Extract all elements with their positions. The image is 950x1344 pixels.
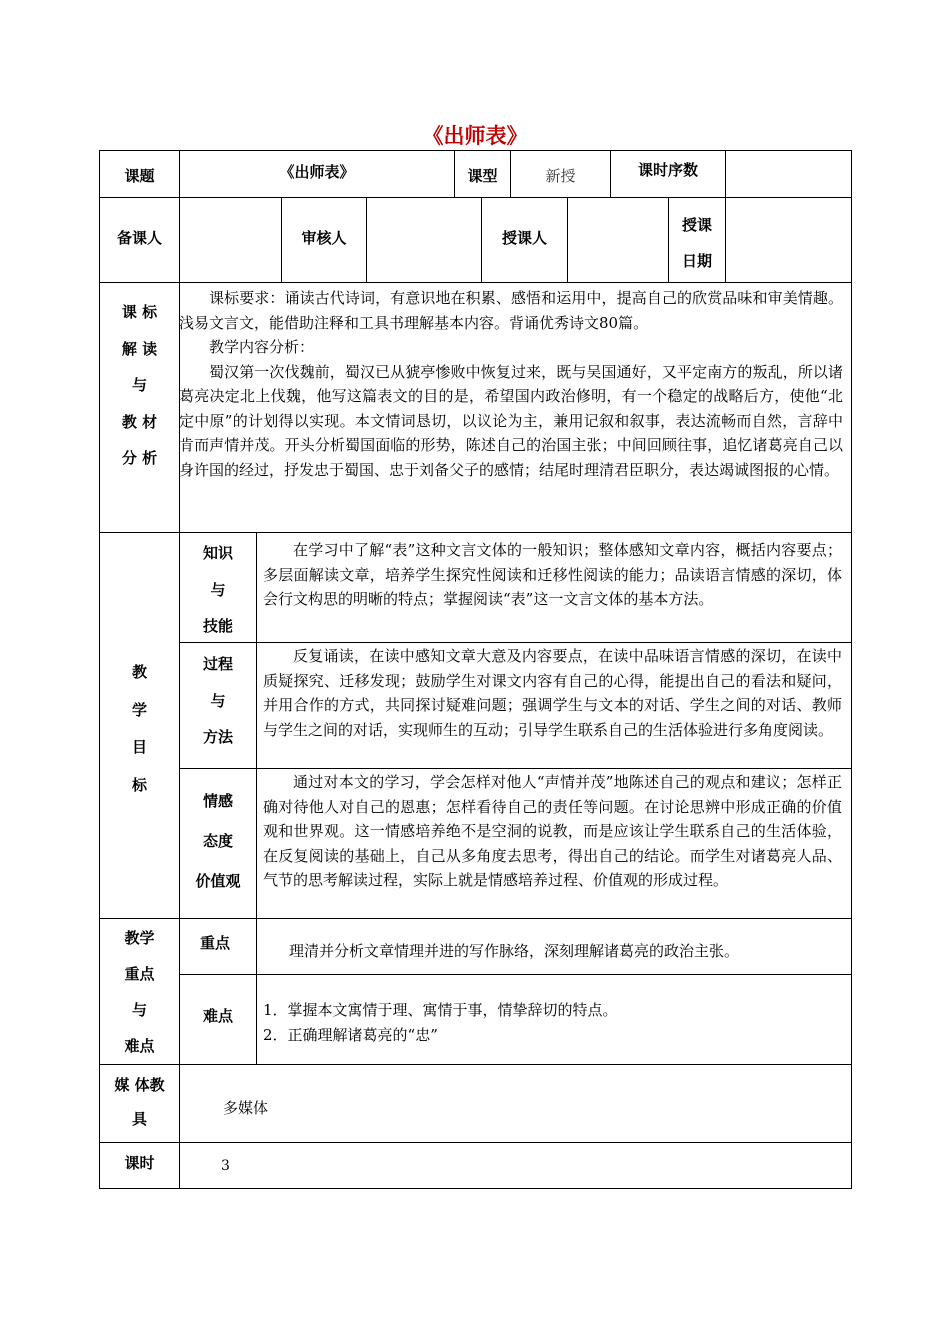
emotion-text: 通过对本文的学习，学会怎样对他人“声情并茂”地陈述自己的观点和建议；怎样正确对待他人对自己的恩惠；怎样看待自己的责任等问题。在讨论思辨中形成正确的价值观和世界观。这一情感培养绝不是空洞的说教，而是应该让学生联系自己的生活体验，在反复阅读的基础上，自己从多角度去思考，得出自己的结论。而学生对诸葛亮人品、气节的思考解读过程，实际上就是情感培养过程、价值观的形成过程。 [263, 773, 842, 889]
hours-label: 课时 [124, 1154, 155, 1172]
content-analysis-heading: 教学内容分析： [209, 338, 315, 356]
process-text: 反复诵读，在读中感知文章大意及内容要点，在读中品味语言情感的深切，在读中质疑探究、迁移发现；鼓励学生对课文内容有自己的心得，能提出自己的看法和疑问，并用合作的方式，共同探讨疑难问题；强调学生与文本的对话、学生之间的对话、教师与学生之间的对话，实现师生的互动；引导学生联系自己的生活体验进行多角度阅读。 [263, 647, 842, 739]
table-border-right [851, 150, 852, 1189]
row-divider [99, 1064, 852, 1065]
table-border-bottom [99, 1188, 852, 1189]
media-label: 媒 体教 具 [114, 1076, 165, 1128]
process-label: 过程 与 方法 [202, 655, 233, 746]
column-divider [366, 197, 367, 282]
column-divider [256, 532, 257, 1064]
reviewer-label: 审核人 [301, 229, 347, 247]
type-label: 课型 [467, 167, 498, 185]
key-text: 理清并分析文章情理并进的写作脉络，深刻理解诸葛亮的政治主张。 [289, 942, 740, 960]
difficult-label: 难点 [202, 1007, 233, 1025]
type-value: 新授 [545, 167, 576, 185]
list-item: 2．正确理解诸葛亮的“忠” [263, 1026, 438, 1044]
row-divider [99, 1142, 852, 1143]
row-divider [179, 642, 852, 643]
emotion-label: 情感 态度 价值观 [195, 792, 241, 890]
teacher-label: 授课人 [501, 229, 547, 247]
media-value: 多媒体 [223, 1099, 269, 1117]
table-border-top [99, 150, 852, 151]
column-divider [725, 150, 726, 282]
difficult-list [263, 998, 843, 1048]
period-sequence-label: 课时序数 [637, 161, 698, 179]
curriculum-requirement: 课标要求：诵读古代诗词，有意识地在积累、感悟和运用中，提高自己的欣赏品味和审美情趣。浅易文言文，能借助注释和工具书理解基本内容。背诵优秀诗文80篇。 [179, 289, 843, 332]
row-divider [99, 282, 852, 283]
hours-value: 3 [221, 1158, 230, 1174]
row-divider [179, 974, 852, 975]
analysis-content [179, 286, 843, 482]
objectives-label: 教 学 目 标 [131, 663, 147, 794]
key-label: 重点 [199, 934, 230, 952]
knowledge-label: 知识 与 技能 [202, 544, 233, 635]
list-item: 1．掌握本文寓情于理、寓情于事，情挚辞切的特点。 [263, 1001, 618, 1019]
row-divider [179, 768, 852, 769]
key-points-label: 教学 重点 与 难点 [124, 929, 155, 1055]
topic-value: 《出师表》 [279, 163, 355, 181]
document-title: 《出师表》 [422, 124, 528, 148]
date-label: 授课 日期 [681, 216, 712, 270]
column-divider [567, 197, 568, 282]
row-divider [99, 532, 852, 533]
knowledge-text: 在学习中了解“表”这种文言文体的一般知识；整体感知文章内容，概括内容要点；多层面解读文章，培养学生探究性阅读和迁移性阅读的能力；品读语言情感的深切，体会行文构思的明晰的特点；掌握阅读“表”这一文言文体的基本方法。 [263, 541, 842, 608]
topic-label: 课题 [124, 167, 155, 185]
content-analysis-text: 蜀汉第一次伐魏前，蜀汉已从猇亭惨败中恢复过来，既与吴国通好，又平定南方的叛乱，所以诸葛亮决定北上伐魏，他写这篇表文的目的是，希望国内政治修明，有一个稳定的战略后方，使他“北定中原”的计划得以实现。本文情词恳切，以议论为主，兼用记叙和叙事，表达流畅而自然，言辞中肯而声情并茂。开头分析蜀国面临的形势，陈述自己的治国主张；中间回顾往事，追忆诸葛亮自己以身许国的经过，抒发忠于蜀国、忠于刘备父子的感情；结尾时理清君臣职分，表达竭诚图报的心情。 [179, 362, 843, 479]
preparer-label: 备课人 [116, 229, 162, 247]
row-divider [99, 197, 852, 198]
row-divider [99, 918, 852, 919]
analysis-label: 课 标 解 读 与 教 材 分 析 [121, 303, 158, 467]
